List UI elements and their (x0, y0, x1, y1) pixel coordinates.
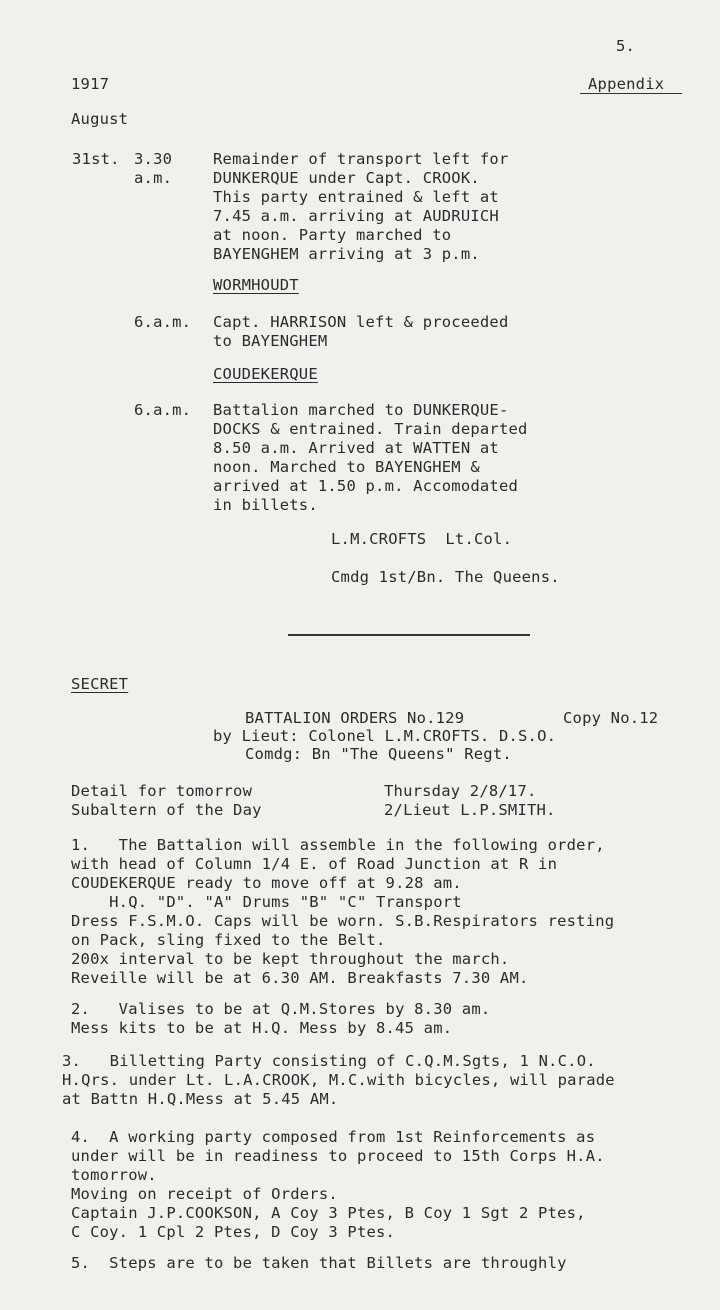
appendix-underline (580, 93, 682, 94)
order-paragraph-3: 3. Billetting Party consisting of C.Q.M.Sgts, 1 N.C.O. H.Qrs. under Lt. L.A.CROOK, M.C.with bicycles, will parade at Battn H.Q.Mess at 5.45 AM. (62, 1052, 615, 1108)
order-paragraph-2: 2. Valises to be at Q.M.Stores by 8.30 am. Mess kits to be at H.Q. Mess by 8.45 am. (71, 1000, 491, 1037)
appendix-label: Appendix (588, 75, 665, 93)
year: 1917 (71, 75, 110, 93)
detail-values: Thursday 2/8/17. 2/Lieut L.P.SMITH. (384, 782, 556, 819)
order-paragraph-5: 5. Steps are to be taken that Billets are throughly (71, 1254, 567, 1272)
heading-wormhoudt: WORMHOUDT (213, 276, 299, 294)
secret-label: SECRET (71, 675, 129, 693)
entry1-time: 3.30 a.m. (134, 150, 173, 187)
section-divider (288, 634, 530, 636)
page-number: 5. (616, 37, 636, 55)
entry3-text: Battalion marched to DUNKERQUE- DOCKS & entrained. Train departed 8.50 a.m. Arrived at WATTEN at noon. Marched to BAYENGHEM & arrived at 1.50 p.m. Accomodated in billets. (213, 401, 528, 514)
month: August (71, 110, 129, 128)
signature-name: L.M.CROFTS Lt.Col. (331, 530, 513, 548)
orders-comdg-line: Comdg: Bn "The Queens" Regt. (245, 745, 512, 763)
entry2-text: Capt. HARRISON left & proceeded to BAYENGHEM (213, 313, 509, 350)
orders-title: BATTALION ORDERS No.129 (245, 709, 465, 727)
entry1-text: Remainder of transport left for DUNKERQUE under Capt. CROOK. This party entrained & left at 7.45 a.m. arriving at AUDRUICH at noon. Party marched to BAYENGHEM arriving at 3 p.m. (213, 150, 509, 263)
entry3-time: 6.a.m. (134, 401, 192, 419)
entry2-time: 6.a.m. (134, 313, 192, 331)
signature-unit: Cmdg 1st/Bn. The Queens. (331, 568, 560, 586)
order-paragraph-1: 1. The Battalion will assemble in the following order, with head of Column 1/4 E. of Road Junction at R in COUDEKERQUE ready to move off at 9.28 am. H.Q. "D". "A" Drums "B" "C" Transport Dress F.S.M.O. Caps will be worn. S.B.Respirators resting on Pack, sling fixed to the Belt. 200x interval to be kept throughout the march. Reveille will be at 6.30 AM. Breakfasts 7.30 AM. (71, 836, 615, 987)
order-paragraph-4: 4. A working party composed from 1st Reinforcements as under will be in readiness to proceed to 15th Corps H.A. tomorrow. Moving on receipt of Orders. Captain J.P.COOKSON, A Coy 3 Ptes, B Coy 1 Sgt 2 Ptes, C Coy. 1 Cpl 2 Ptes, D Coy 3 Ptes. (71, 1128, 605, 1241)
detail-labels: Detail for tomorrow Subaltern of the Day (71, 782, 262, 819)
orders-by-line: by Lieut: Colonel L.M.CROFTS. D.S.O. (213, 727, 557, 745)
copy-number: Copy No.12 (563, 709, 659, 727)
heading-coudekerque: COUDEKERQUE (213, 365, 318, 383)
diary-date: 31st. (72, 150, 120, 168)
